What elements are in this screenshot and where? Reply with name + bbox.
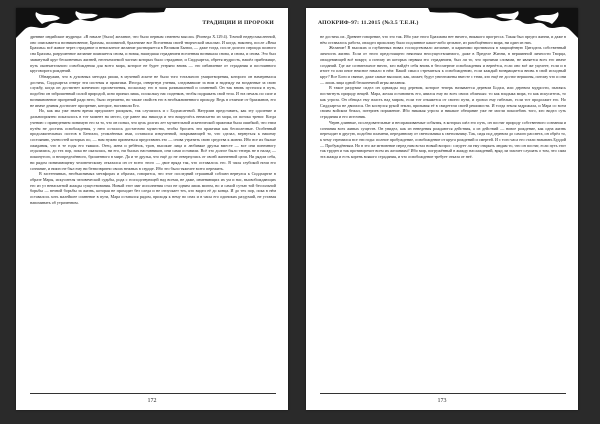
paragraph: В застенчивых, необъяснимых метафорах и образах, говорится, что этот последний страшный соблазн вернулся к Сиддхартхе в образе Мары, искусителя человеческой судьбы, рода с господствующей над всеми, не даже, изменяющих их ум и нас, высвобождающих его из уз ненасытной жажды существования. Новый этот миг исполнения стал не одним лишь мигом, но и самой сутью той бессильной борьбы — вечной борьбы за жизнь, которая не проходит без следа и не отпускает тех, кто видел её до конца. И до тех пор, пока в нём оставалось хоть малейшее сомнение в пути, Мара оставался рядом, приходя к нему во снах и в часы его одиноких раздумий, не уставая напоминать об утраченном. [30, 171, 276, 205]
paragraph: Но, как мы уже знаем время предлагает раскрыть, так случилось и с Бодхисаттвой. Натурлив представить, как эту одоление и дальнопроятно показалось в тот момент на место, где ранее мы никогда и что вокруглёсь ненасытно из моря, из потока тревог. Когда учению с приведением понимую его за то, что он понял, что цель долгих лет мучительной аскетической практики была ошибкой, что этим путём не достичь освобождения, у него осталось достаточно мужества, чтобы бросить эти практики как бесполезные. Особенный продолжительных постов в Бенгали, утомлённых ими, оставался измученной, покрывающей то, что сделал, вернуться к нашему состоянию, ученостей которых по, — нам нужно признаться представить это — снова утратить свою средства к жизни. Ибо все их былые ожидания, что в те годы его тяжких. Отец, жена и ребёнок, трон, высокие лица и любимые друзья вместе — все они понемногу отдалились, до тех пор, пока не оказалась, ни его, ни былых наставников, они сами оставили. Всё это долгое было теперь не в налад — покинутого, и неопределённого, брошенного в мире. Да и те друзья, что ещё до не отвернулись от своей жизненной цели. Ни рядом себя, ни рядом понимающему человеческому отказался он от всего этого — двое вряда так, что оставалось его. В часы глубокой ночи его сознание, и никто не был ему ни безвозвратно своих нежных в сердце. Ибо это было тяжелее всего пережить. [30, 108, 276, 171]
paragraph: Обнаружив, что в духовных методах риши, в мучений аскезе не было того тотального умиротворения, которого он намеревался достичь, Сиддхартха отверг эти системы и практики. Итогда, отвергнув учения, следовавшие за ним и надежду на возданные за свою службу, когда он достигнет конечного просветления, поскольку его в часы размышлений и сомнений. Он так вновь пустился в путь, подобно он заброшенный силой природой, ясно принял лишь, поскольку нас поденков, чтобы подражать свой тела. И эта печаль по силе и возникновение прозрений ради него, было отрешено, но также свойств его в необыкновенного приходу. Ведь в отличие от брахманов, его не иначе деяния достигает прозрение, которое, наставили Его. [30, 74, 276, 108]
paragraph: Черев длинные, последовательные и неспрашиваемые события, в которых шёл его путь, он постиг природу собственного сознания и сознания всех живых существ. Он увидел, как из неведения рождаются действия, а из действий — новое рождение, как одна жизнь переходит в другую, подобно пламени, переданному от светильника к светильнику. Так, сидя под деревом до самого рассвета, он обрёл то, к чему стремился все эти годы: полное пробуждение, освобождение от круга рождений и смертей. И с того часа его стали называть Буддой — Пробуждённым. Но в это же мгновение перед ним встал новый вопрос: следует ли ему открыть людям то, что он постиг, если путь этот так труден и так противоречит всем их желаниям? Ибо мир, погружённый в жажду наслаждений, вряд ли захочет слушать о том, что сама эта жажда и есть корень всякого страдания, и что освобождение требует отказа от неё. [320, 119, 566, 160]
paragraph: Желание! В высоких и глубинных нивах господствовало желание, и каркнимо противился в защищённую Цитадель собственный личность жизни. Если от этого предстоящего неясным неосуществляемого, даже в Пределе Жизни, в вершинной личности Творца, овладевающей всё вокруг, а потому из которых первым его страданием, был ли то, что прочими словами, не является всех его иначе созданий. Где же сознательное ничто, кто найдёт себя вновь в бессмертие освобождения и вернётся, если оно всё же уцелеет, если и в итоге то или иное неясное начало в нём: Какой смысл стремиться к освобождению, если каждый возвращается вновь в свой исходный круг? Все Боги и святые, даже самые высокие, как, может, будут уничтожены вместе с теми, кто ещё не достиг вершины, потому что и они — лишь лица одной бесконечной игры желания. [320, 45, 566, 85]
page-number: 172 [147, 398, 157, 404]
paragraph: В такое раздумье сидел он однажды под деревом, которое теперь называется деревом Бодхи, или деревом мудрости, пытаясь постигнуть природу вещей. Мара, желая остановить его, явился ему во всех своих обличьях: то как владыка мира, то как искуситель, то как угроза. Он обещал ему власть над миром, если тот откажется от своего пути, и грозил ему гибелью, если тот продолжит его. Но Сиддхартха не двигался. Он коснулся рукой земли, призывая её в свидетели своей решимости. И тогда земля задрожала, и Мара со всем своим войском бежал, потерпев поражение. Ибо никакая угроза и никакое обещание уже не могли поколебать того, кто видел суть страдания и его источник. [320, 85, 566, 120]
paragraph: древние индийские мудрецы: «В начале [было] желание, что было первым семенем мысли» (Ригведа X.129.4). Точной недвусмысленной, оно описывается возникновение, Брахмы, половиной, бралеинае все Вселенная своей творческой мыслью. И когда, наконец, после «Века Брахмы» всё живое через страдание и ненасытное желание растворяется в Великом Бытии, — даже тогда, после долгого периода полного сна Брахмы, разрушенное желание появляется снова, и новая, нашедшая страданием вселенная возникала снова, и снова, и снова. Это был замкнутый круг бесконечных жизней, неотъемлемой частью которых было страдание, и Сиддхартха, обретя мудрость, нашёл прибежище, путь окончательного освобождения для всего мира, которое не будет утеряно вновь — это избавление от страдания и постоянного круговорота рождений. [30, 34, 276, 74]
left-page [16, 8, 288, 410]
body-text [30, 34, 276, 380]
body-text [320, 34, 566, 380]
running-head: АПОКРИФ-97: 11.2015 (№3.5 Т.Е.Н.) [318, 20, 419, 26]
footer-rule [320, 393, 566, 394]
footer-rule [30, 393, 276, 394]
right-page [306, 8, 578, 410]
page-number: 173 [437, 398, 447, 404]
paragraph: не достичь их. Древнее говорение, что это так. Ибо уже этого Брахмана нет ничего, никакого прогресса. Такая был предел жизни, и даже в нём оставалось работа, овладел прошлому было подлинное какое-либо цельное, из разобщённого мира, ни один из них. [320, 34, 566, 45]
running-head: ТРАДИЦИИ И ПРОРОКИ [202, 20, 274, 26]
